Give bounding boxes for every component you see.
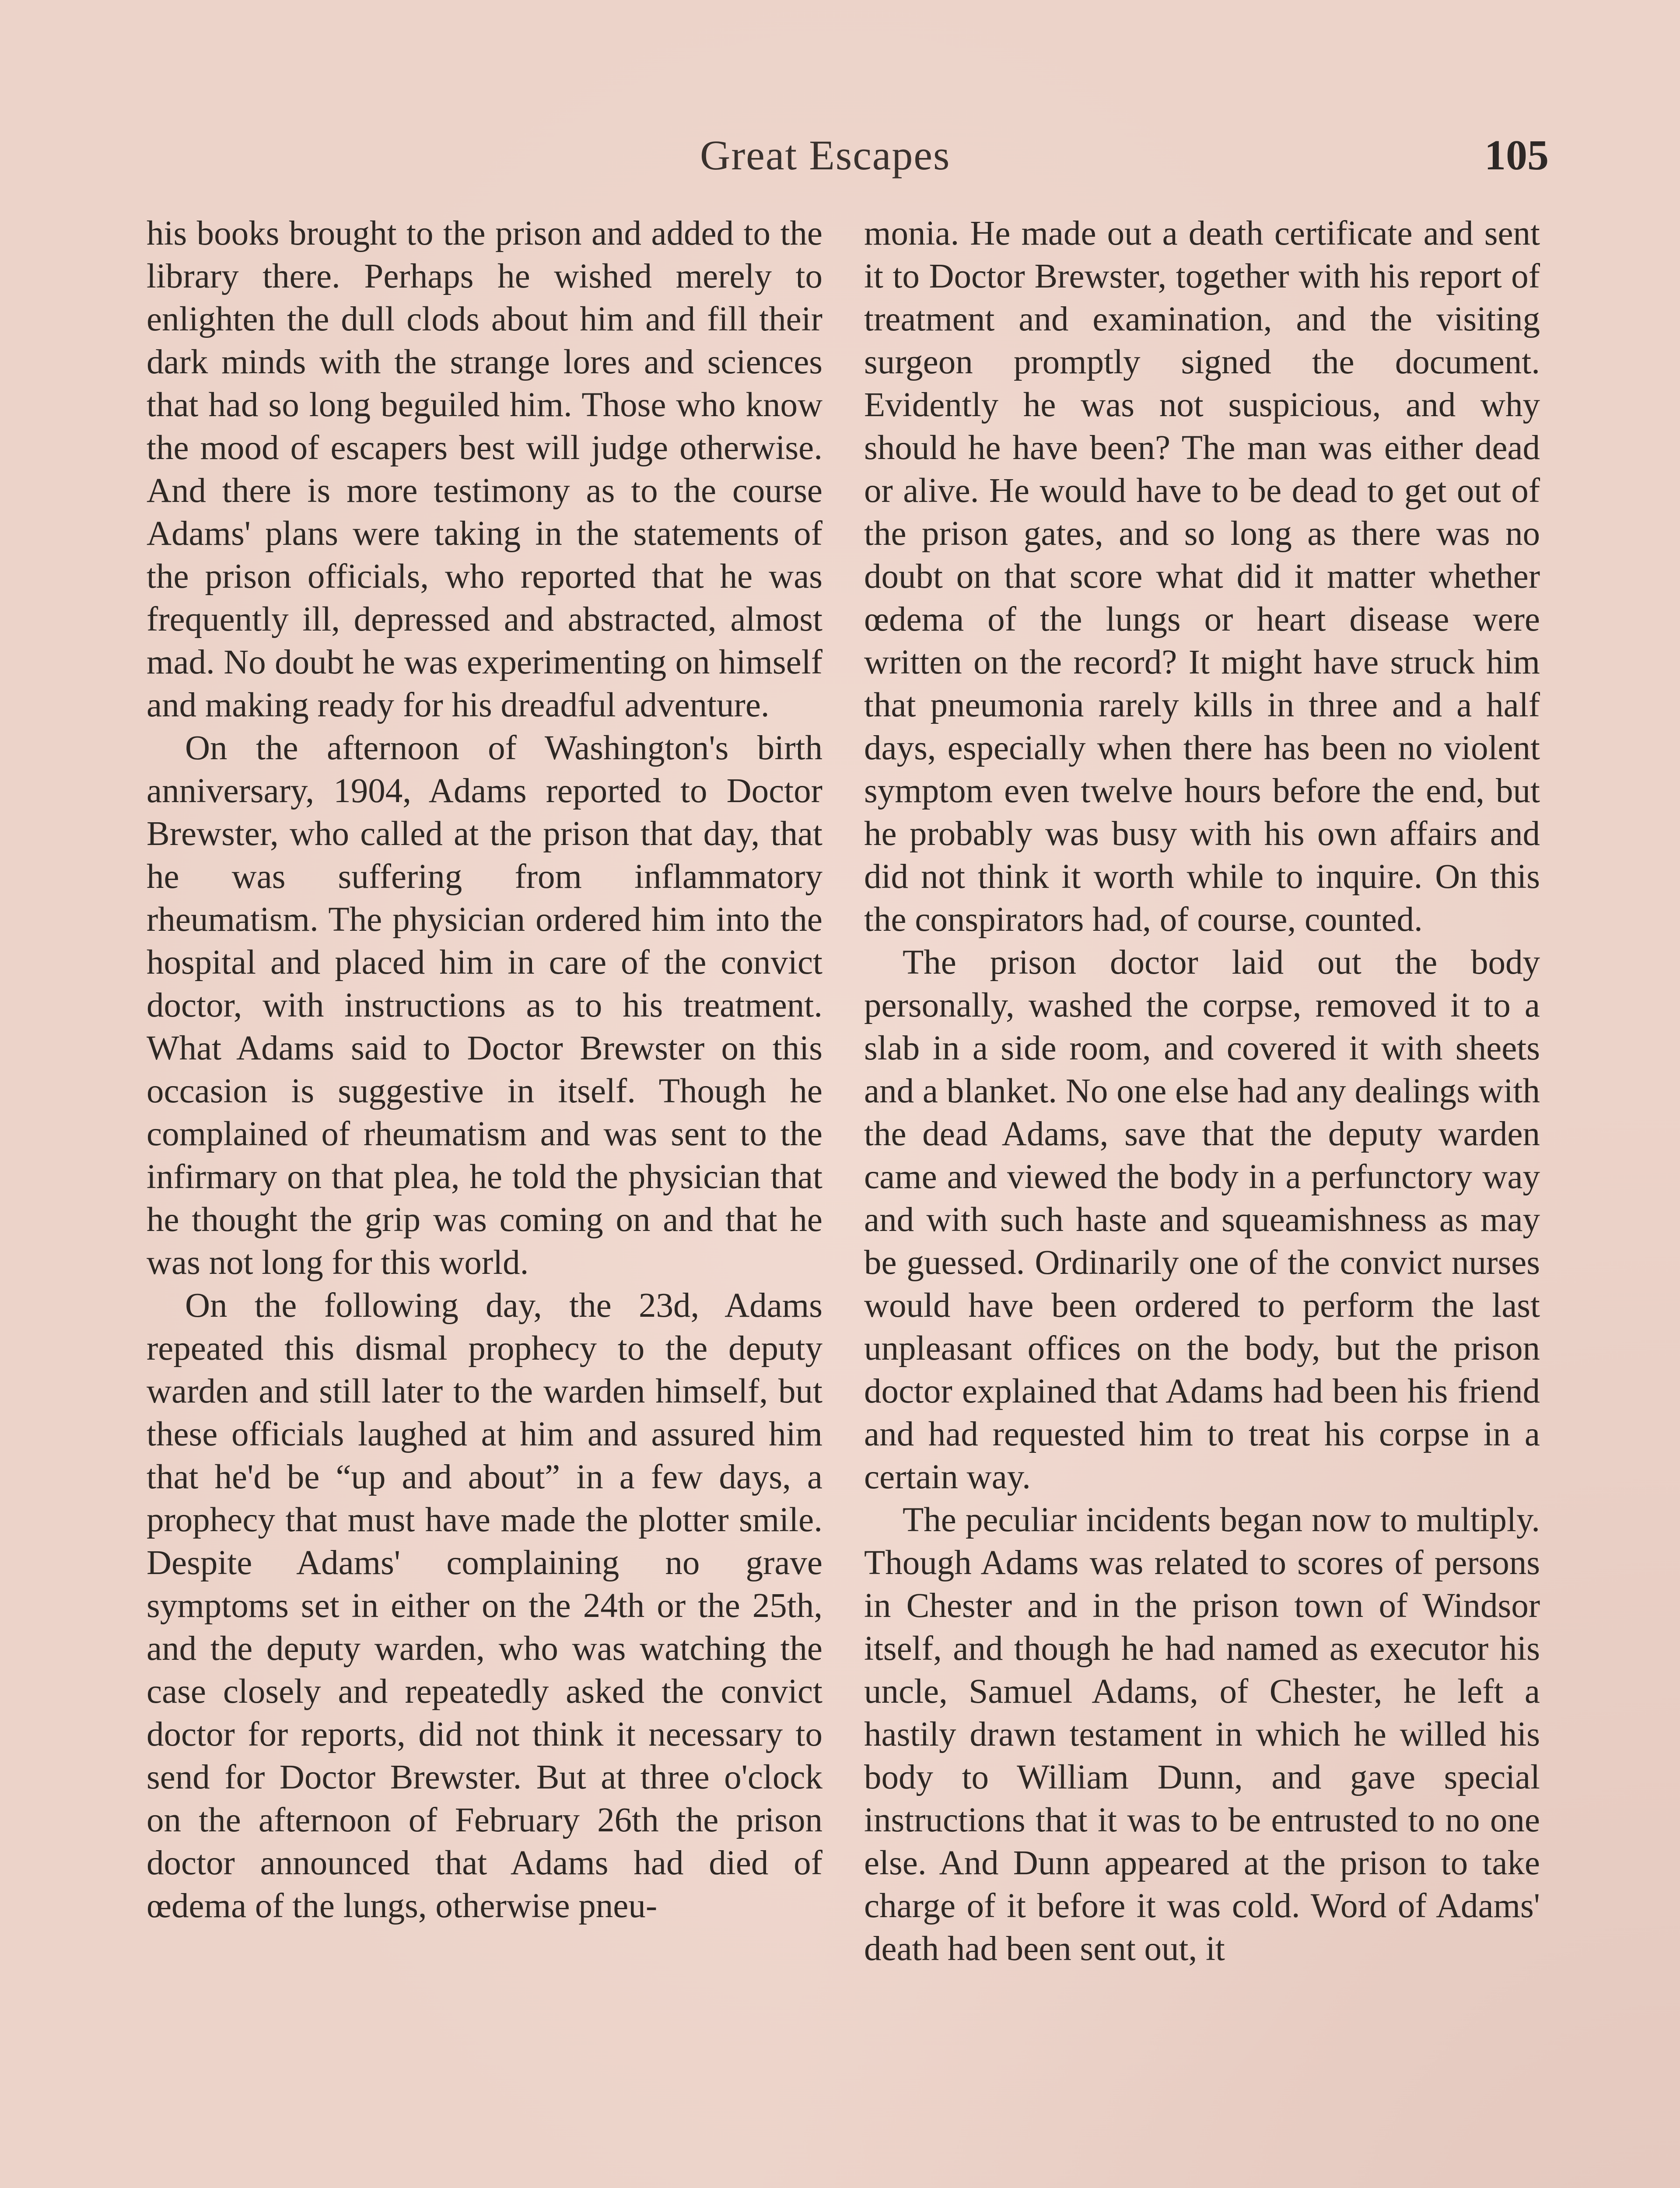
right-column	[864, 212, 1540, 1971]
left-paragraph-1: his books brought to the prison and added to the library there. Perhaps he wished merely to enlighten the dull clods about him and fill their dark minds with the strange lores and sciences that had so long beguiled him. Those who know the mood of escapers best will judge otherwise. And there is more testimony as to the course Adams' plans were taking in the statements of the prison officials, who reported that he was frequently ill, depressed and abstracted, almost mad. No doubt he was experimenting on himself and making ready for his dreadful adventure.	[147, 214, 822, 724]
page-number: 105	[1484, 132, 1549, 179]
left-paragraph-3: On the following day, the 23d, Adams repeated this dismal prophecy to the deputy warden and still later to the warden himself, but these officials laughed at him and assured him that he'd be “up and about” in a few days, a prophecy that must have made the plotter smile. Despite Adams' complaining no grave symptoms set in either on the 24th or the 25th, and the deputy warden, who was watching the case closely and repeatedly asked the convict doctor for reports, did not think it necessary to send for Doctor Brewster. But at three o'clock on the afternoon of February 26th the prison doctor announced that Adams had died of œdema of the lungs, otherwise pneu-	[147, 1287, 822, 1925]
left-column	[147, 212, 822, 1928]
running-title: Great Escapes	[700, 132, 951, 179]
right-paragraph-1: monia. He made out a death certificate and sent it to Doctor Brewster, together with his report of treatment and examination, and the visiting surgeon promptly signed the document. Evidently he was not suspicious, and why should he have been? The man was either dead or alive. He would have to be dead to get out of the prison gates, and so long as there was no doubt on that score what did it matter whether œdema of the lungs or heart disease were written on the record? It might have struck him that pneumonia rarely kills in three and a half days, especially when there has been no violent symptom even twelve hours before the end, but he probably was busy with his own affairs and did not think it worth while to inquire. On this the conspirators had, of course, counted.	[864, 214, 1540, 939]
left-paragraph-2: On the afternoon of Washington's birth anniversary, 1904, Adams reported to Doctor Brewster, who called at the prison that day, that he was suffering from inflammatory rheumatism. The physician ordered him into the hospital and placed him in care of the convict doctor, with instructions as to his treatment. What Adams said to Doctor Brewster on this occasion is suggestive in itself. Though he complained of rheumatism and was sent to the infirmary on that plea, he told the physician that he thought the grip was coming on and that he was not long for this world.	[147, 729, 822, 1282]
running-header	[0, 123, 1680, 188]
right-paragraph-3: The peculiar incidents began now to multiply. Though Adams was related to scores of persons in Chester and in the prison town of Windsor itself, and though he had named as executor his uncle, Samuel Adams, of Chester, he left a hastily drawn testament in which he willed his body to William Dunn, and gave special instructions that it was to be entrusted to no one else. And Dunn appeared at the prison to take charge of it before it was cold. Word of Adams' death had been sent out, it	[864, 1501, 1540, 1968]
right-paragraph-2: The prison doctor laid out the body personally, washed the corpse, removed it to a slab in a side room, and covered it with sheets and a blanket. No one else had any dealings with the dead Adams, save that the deputy warden came and viewed the body in a perfunctory way and with such haste and squeamishness as may be guessed. Ordinarily one of the convict nurses would have been ordered to perform the last unpleasant offices on the body, but the prison doctor explained that Adams had been his friend and had requested him to treat his corpse in a certain way.	[864, 943, 1540, 1496]
